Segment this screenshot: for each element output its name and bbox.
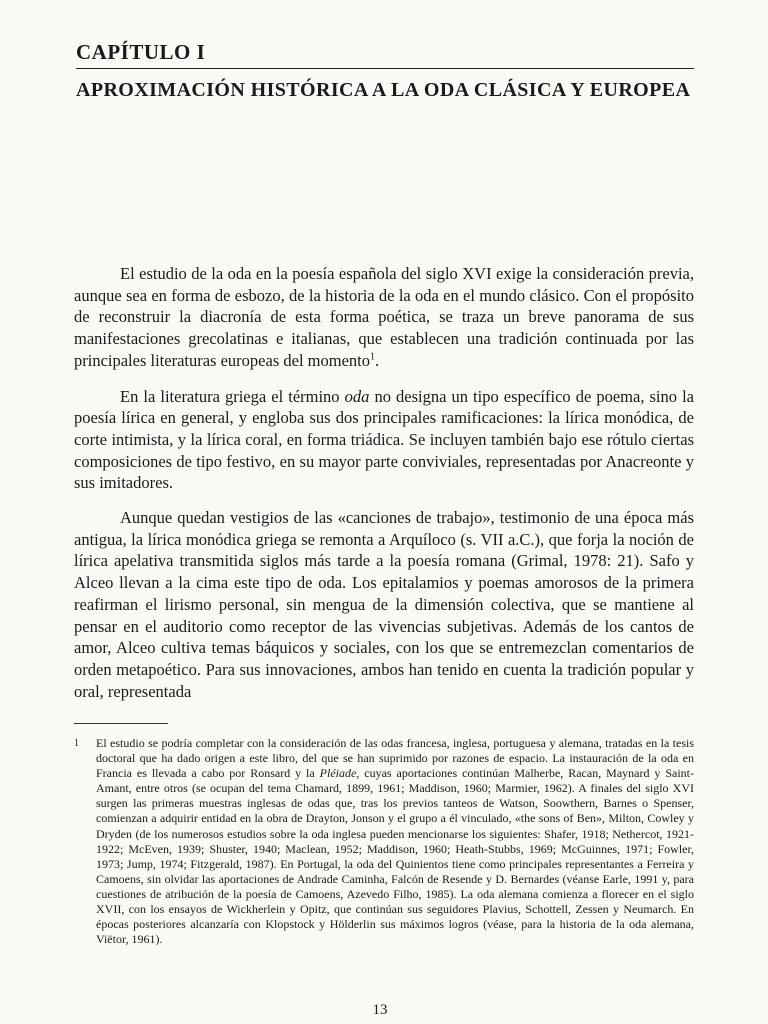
paragraph-1 [74,263,694,372]
paragraph-2-text-start: En la literatura griega el término [120,386,345,406]
paragraph-2 [74,386,694,495]
paragraph-2-emphasis: oda [344,386,370,406]
chapter-rule [76,68,694,69]
body-text [74,263,694,715]
footnote-rule [74,723,168,724]
footnote-text-start: El estudio se podría completar con la consideración de las odas francesa, inglesa, portuguesa y alemana, tratadas en la tesis doctoral que ha dado origen a este libro, del que se han suprimido por razones de espacio. La instauración de la oda en Francia es llevada a cabo por Ronsard y la [96,736,694,781]
chapter-label: CAPÍTULO I [76,40,206,64]
footnote-text-end: , cuyas aportaciones continúan Malherbe, Racan, Maynard y Saint-Amant, entre otros (se ocupan del tema Chamard, 1899, 1961; Maddison, 1960; Marmier, 1962). A finales del siglo XVI surgen las primeras muestras inglesas de odas que, tras los previos tanteos de Watson, Soowthern, Barnes o Spenser, comienzan a adquirir entidad en la obra de Drayton, Jonson y el grupo a él vinculado, «the sons of Ben», Milton, Cowley y Dryden (de los numerosos estudios sobre la oda inglesa pueden mencionarse los siguientes: Shafer, 1918; Nethercot, 1921-1922; McEven, 1939; Shuster, 1940; Maclean, 1952; Maddison, 1960; Heath-Stubbs, 1969; McGuinnes, 1971; Fowler, 1973; Jump, 1974; Fitzgerald, 1987). En Portugal, la oda del Quinientos tiene como principales representantes a Ferreira y Camoens, sin olvidar las aportaciones de Andrade Caminha, Falcón de Resende y D. Bernardes (véanse Earle, 1991 y, para cuestiones de atribución de la poesía de Camoens, Azevedo Filho, 1985). La oda alemana comienza a florecer en el siglo XVII, con los ensayos de Wickherlein y Opitz, que continúan sus seguidores Plavius, Schottell, Zessen y Neumarch. En épocas posteriores alcanzaría con Klopstock y Hölderlin sus máximos logros (véase, para la historia de la oda alemana, Viëtor, 1961). [96,766,694,947]
footnote-marker: 1 [74,738,79,749]
paragraph-2-text-end: no designa un tipo específico de poema, sino la poesía lírica en general, y engloba sus dos principales ramificaciones: la lírica monódica, de corte intimista, y la lírica coral, en forma triádica. Se incluyen también bajo ese rótulo ciertas composiciones de tipo festivo, en su mayor parte conviviales, representadas por Anacreonte y sus imitadores. [74,386,694,493]
page-number: 13 [372,1002,388,1018]
chapter-title: APROXIMACIÓN HISTÓRICA A LA ODA CLÁSICA Y EUROPEA [76,79,691,101]
paragraph-1-text: El estudio de la oda en la poesía española del siglo XVI exige la consideración previa, aunque sea en forma de esbozo, de la historia de la oda en el mundo clásico. Con el propósito de reconstruir la diacronía de esta forma poética, se traza un breve panorama de sus manifestaciones grecolatinas e italianas, que establecen una tradición continuada por las principales literaturas europeas del momento [74,264,694,370]
footnote-text [96,736,694,947]
footnote [74,736,694,947]
paragraph-3: Aunque quedan vestigios de las «canciones de trabajo», testimonio de una época más antigua, la lírica monódica griega se remonta a Arquíloco (s. VII a.C.), que forja la noción de lírica apelativa transmitida siglos más tarde a la poesía romana (Grimal, 1978: 21). Safo y Alceo llevan a la cima este tipo de oda. Los epitalamios y poemas amorosos de la primera reafirman el lirismo personal, sin mengua de la dimensión colectiva, que se mantiene al pensar en el auditorio como receptor de las vivencias subjetivas. Además de los cantos de amor, Alceo cultiva temas báquicos y sociales, con los que se entremezclan comentarios de orden metapoético. Para sus innovaciones, ambos han tenido en cuenta la tradición popular y oral, representada [74,508,694,701]
footnote-emphasis: Pléiade [319,766,357,781]
footnote-reference[interactable]: 1 [369,351,375,363]
paragraph-1-end: . [374,350,380,370]
